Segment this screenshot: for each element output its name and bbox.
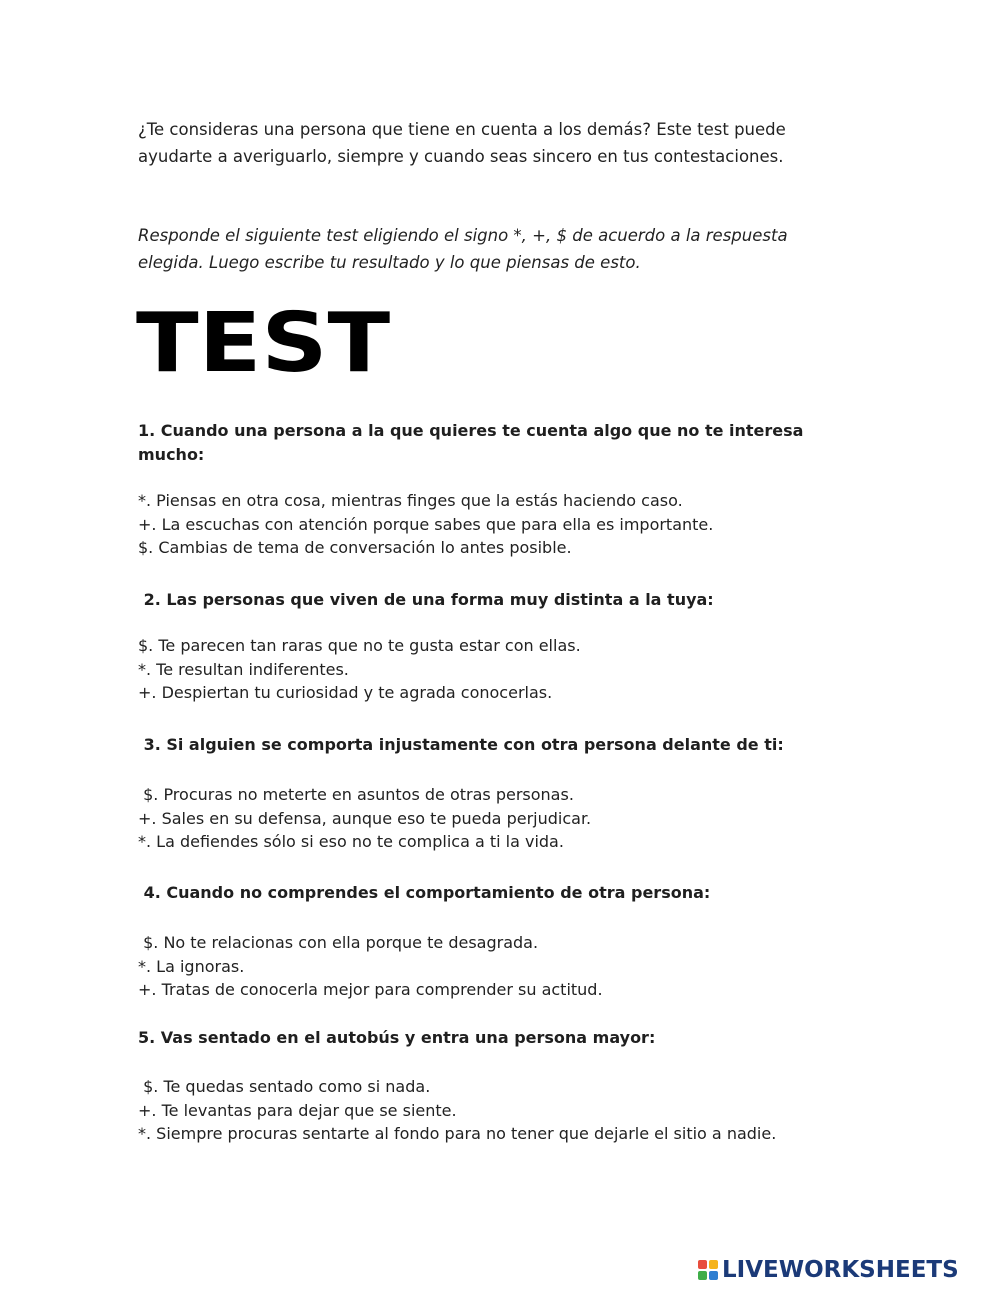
question-2-line-1: 2. Las personas que viven de una forma muy distinta a la tuya: bbox=[138, 590, 714, 609]
logo-square bbox=[709, 1271, 718, 1280]
logo-square bbox=[698, 1260, 707, 1269]
option[interactable]: *. La defiendes sólo si eso no te complica a ti la vida. bbox=[138, 832, 564, 851]
question-2 bbox=[138, 588, 838, 612]
intro-line-1: ¿Te consideras una persona que tiene en cuenta a los demás? Este test puede bbox=[138, 120, 786, 139]
question-2-options bbox=[138, 634, 858, 705]
option[interactable]: +. Sales en su defensa, aunque eso te pueda perjudicar. bbox=[138, 808, 592, 828]
question-3-line-1: 3. Si alguien se comporta injustamente con otra persona delante de ti: bbox=[138, 735, 784, 754]
question-3 bbox=[138, 733, 838, 757]
question-5-options bbox=[138, 1075, 858, 1146]
option[interactable]: *. Siempre procuras sentarte al fondo para no tener que dejarle el sitio a nadie. bbox=[138, 1124, 777, 1143]
logo-square bbox=[698, 1271, 707, 1280]
logo-text: LIVEWORKSHEETS bbox=[722, 1257, 959, 1283]
logo-mark-icon bbox=[698, 1260, 718, 1280]
intro-paragraph bbox=[138, 116, 878, 170]
option[interactable]: +. La escuchas con atención porque sabes que para ella es importante. bbox=[138, 514, 714, 534]
option[interactable]: $. Procuras no meterte en asuntos de otras personas. bbox=[138, 785, 574, 804]
intro-line-2: ayudarte a averiguarlo, siempre y cuando seas sincero en tus contestaciones. bbox=[138, 147, 784, 166]
page-title: TEST bbox=[136, 296, 391, 391]
instructions-line-1: Responde el siguiente test eligiendo el signo *, +, $ de acuerdo a la respuesta bbox=[138, 226, 788, 245]
option[interactable]: $. No te relacionas con ella porque te desagrada. bbox=[138, 933, 539, 952]
instructions-paragraph bbox=[138, 222, 878, 276]
option[interactable]: +. Tratas de conocerla mejor para comprender su actitud. bbox=[138, 980, 603, 999]
instructions-line-2: elegida. Luego escribe tu resultado y lo que piensas de esto. bbox=[138, 253, 641, 272]
question-1 bbox=[138, 419, 838, 467]
option[interactable]: $. Te parecen tan raras que no te gusta estar con ellas. bbox=[138, 636, 581, 655]
option[interactable]: +. Despiertan tu curiosidad y te agrada conocerlas. bbox=[138, 683, 553, 702]
option[interactable]: $. Cambias de tema de conversación lo antes posible. bbox=[138, 538, 572, 557]
question-4 bbox=[138, 881, 838, 905]
question-4-line-1: 4. Cuando no comprendes el comportamiento de otra persona: bbox=[138, 883, 711, 902]
option[interactable]: *. La ignoras. bbox=[138, 956, 245, 976]
option[interactable]: $. Te quedas sentado como si nada. bbox=[138, 1077, 431, 1096]
option[interactable]: *. Piensas en otra cosa, mientras finges que la estás haciendo caso. bbox=[138, 491, 683, 510]
question-1-line-2: mucho: bbox=[138, 445, 205, 464]
question-3-options bbox=[138, 783, 858, 854]
question-5 bbox=[138, 1026, 838, 1050]
option[interactable]: +. Te levantas para dejar que se siente. bbox=[138, 1100, 457, 1120]
question-5-line-1: 5. Vas sentado en el autobús y entra una persona mayor: bbox=[138, 1028, 656, 1047]
option[interactable]: *. Te resultan indiferentes. bbox=[138, 659, 349, 679]
liveworksheets-logo bbox=[698, 1255, 959, 1285]
question-4-options bbox=[138, 931, 858, 1002]
logo-square bbox=[709, 1260, 718, 1269]
question-1-line-1: 1. Cuando una persona a la que quieres te cuenta algo que no te interesa bbox=[138, 421, 804, 440]
question-1-options bbox=[138, 489, 858, 560]
